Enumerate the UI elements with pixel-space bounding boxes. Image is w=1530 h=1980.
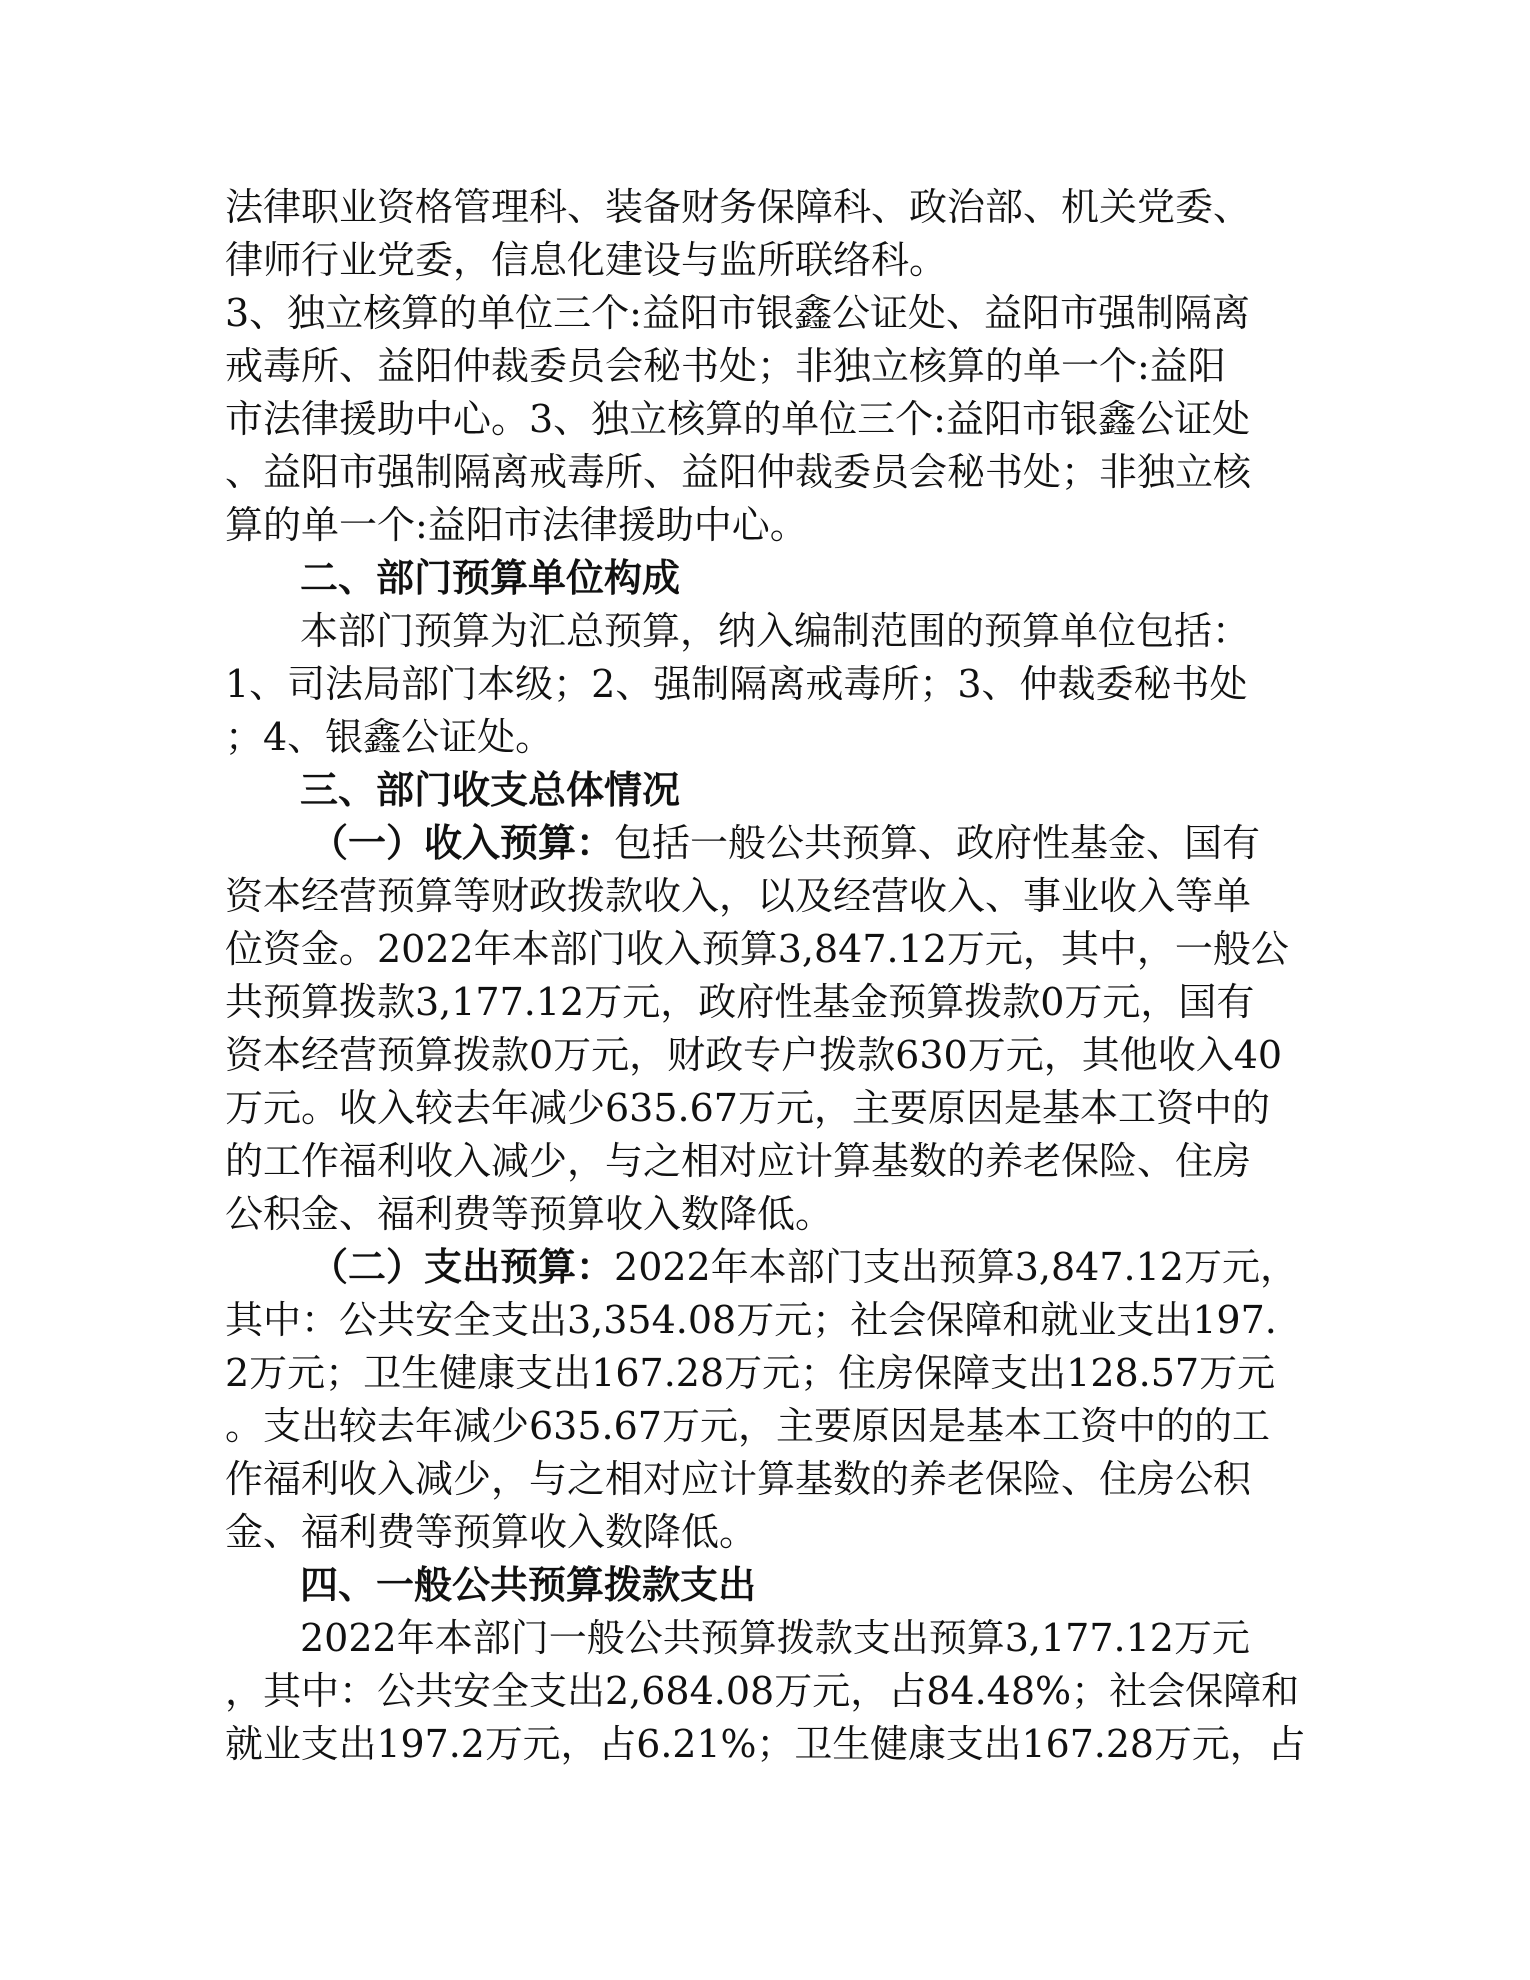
text-line — [225, 1136, 1251, 1186]
text-line — [225, 447, 1251, 497]
text-line — [225, 1295, 1277, 1345]
text-run: 3、独立核算的单位三个:益阳市银鑫公证处、益阳市强制隔离 — [225, 291, 1250, 335]
text-run: 1、司法局部门本级；2、强制隔离戒毒所；3、仲裁委秘书处 — [225, 662, 1248, 706]
text-run: 律师行业党委，信息化建设与监所联络科。 — [225, 238, 948, 282]
text-line — [225, 871, 1251, 921]
text-line — [225, 288, 1250, 338]
heading-text: 二、部门预算单位构成 — [300, 555, 681, 600]
text-line — [225, 182, 1251, 232]
subheading-income: （一）收入预算： — [310, 820, 615, 865]
text-line — [225, 924, 1289, 974]
text-line — [225, 1189, 833, 1239]
text-run: 本部门预算为汇总预算，纳入编制范围的预算单位包括： — [300, 609, 1251, 653]
text-run: 戒毒所、益阳仲裁委员会秘书处；非独立核算的单一个:益阳 — [225, 344, 1226, 388]
text-line — [225, 977, 1254, 1027]
heading-text: 三、部门收支总体情况 — [300, 767, 681, 812]
text-run: 资本经营预算拨款0万元，财政专户拨款630万元，其他收入40 — [225, 1033, 1283, 1077]
text-line — [225, 1030, 1282, 1080]
text-run: 万元。收入较去年减少635.67万元，主要原因是基本工资中的 — [225, 1086, 1270, 1130]
text-line — [310, 1242, 1298, 1292]
text-line — [225, 500, 808, 550]
text-run: 2万元；卫生健康支出167.28万元；住房保障支出128.57万元 — [225, 1351, 1276, 1395]
text-run: 就业支出197.2万元，占6.21%；卫生健康支出167.28万元，占 — [225, 1722, 1306, 1766]
subheading-expense: （二）支出预算： — [310, 1244, 615, 1289]
text-line — [225, 1083, 1270, 1133]
text-line — [225, 659, 1248, 709]
text-line — [310, 818, 1260, 868]
text-run: 。支出较去年减少635.67万元，主要原因是基本工资中的的工 — [225, 1404, 1270, 1448]
text-run: 位资金。2022年本部门收入预算3,847.12万元，其中，一般公 — [225, 927, 1289, 971]
text-run: 公积金、福利费等预算收入数降低。 — [225, 1192, 834, 1236]
section-heading-4 — [300, 1560, 756, 1610]
text-run: ，其中：公共安全支出2,684.08万元，占84.48%；社会保障和 — [225, 1669, 1300, 1713]
heading-text: 四、一般公共预算拨款支出 — [300, 1562, 757, 1607]
text-run: 2022年本部门一般公共预算拨款支出预算3,177.12万元 — [300, 1616, 1250, 1660]
text-line — [225, 235, 947, 285]
text-run: 共预算拨款3,177.12万元，政府性基金预算拨款0万元，国有 — [225, 980, 1255, 1024]
text-run: 其中：公共安全支出3,354.08万元；社会保障和就业支出197. — [225, 1298, 1277, 1342]
text-run: 、益阳市强制隔离戒毒所、益阳仲裁委员会秘书处；非独立核 — [225, 450, 1252, 494]
section-heading-2 — [300, 553, 680, 603]
text-line — [225, 712, 553, 762]
text-line — [225, 1401, 1270, 1451]
text-run: 作福利收入减少，与之相对应计算基数的养老保险、住房公积 — [225, 1457, 1252, 1501]
text-run: 算的单一个:益阳市法律援助中心。 — [225, 503, 808, 547]
text-line — [225, 1507, 757, 1557]
text-line — [225, 1666, 1299, 1716]
text-line — [225, 394, 1250, 444]
text-run: 市法律援助中心。3、独立核算的单位三个:益阳市银鑫公证处 — [225, 397, 1250, 441]
text-line — [225, 1454, 1251, 1504]
text-run: 金、福利费等预算收入数降低。 — [225, 1510, 758, 1554]
text-line — [225, 1348, 1275, 1398]
text-line — [300, 606, 1250, 656]
text-line — [225, 341, 1226, 391]
text-line — [300, 1613, 1250, 1663]
section-heading-3 — [300, 765, 680, 815]
text-run: 包括一般公共预算、政府性基金、国有 — [614, 821, 1261, 865]
text-run: 的工作福利收入减少，与之相对应计算基数的养老保险、住房 — [225, 1139, 1252, 1183]
text-run: 2022年本部门支出预算3,847.12万元， — [614, 1245, 1298, 1289]
text-run: ；4、银鑫公证处。 — [225, 715, 554, 759]
text-run: 法律职业资格管理科、装备财务保障科、政治部、机关党委、 — [225, 185, 1252, 229]
text-line — [225, 1719, 1305, 1769]
text-run: 资本经营预算等财政拨款收入，以及经营收入、事业收入等单 — [225, 874, 1252, 918]
